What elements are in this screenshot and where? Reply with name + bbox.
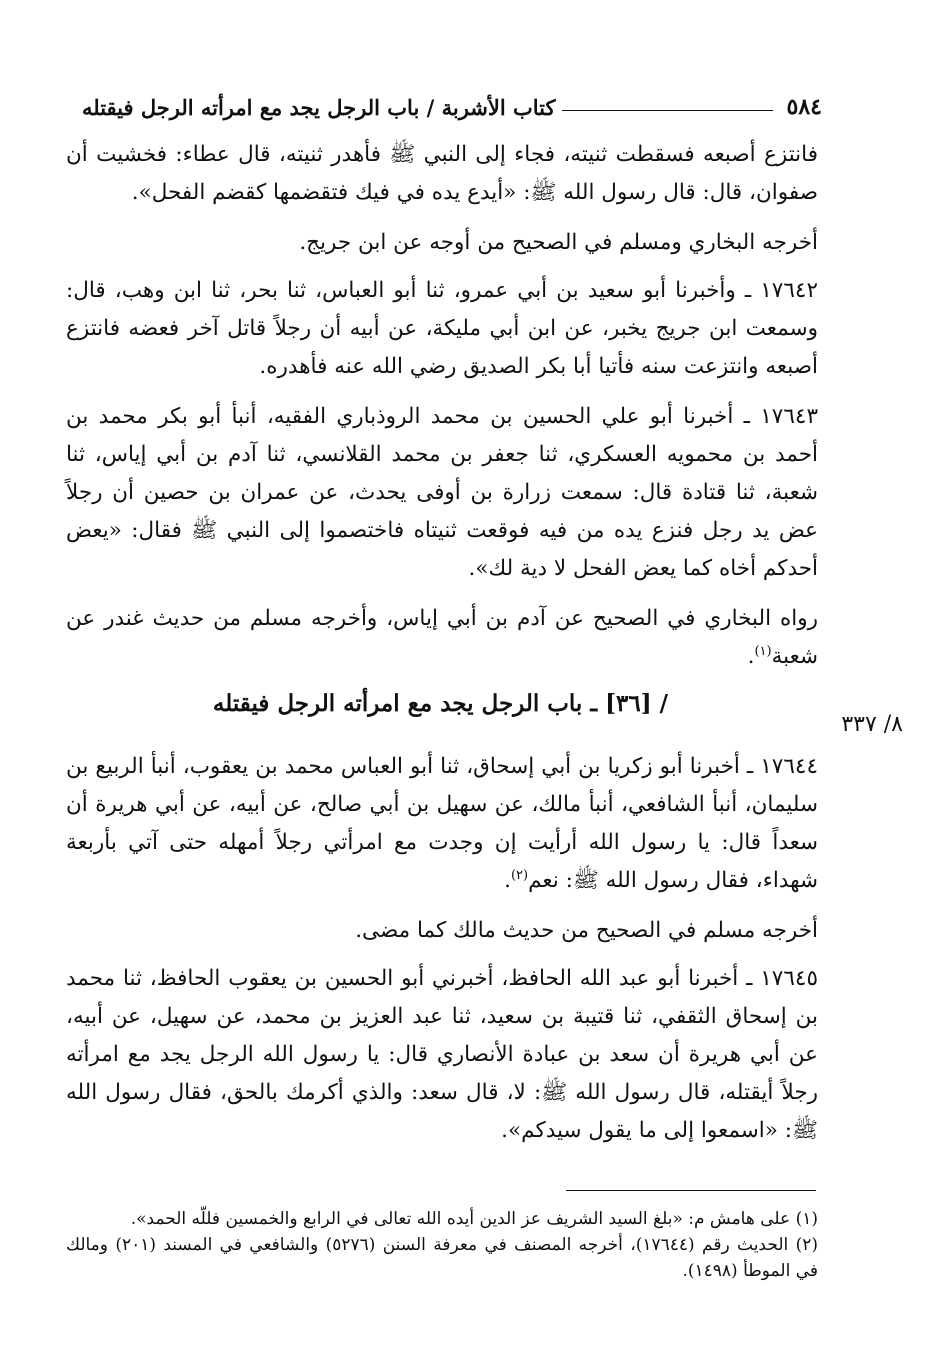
footnote-ref-1: (١): [754, 643, 772, 659]
chapter-heading: [66, 688, 818, 736]
hadith-17644: [66, 748, 818, 900]
footnotes: [66, 1206, 818, 1284]
main-text: [66, 136, 818, 1162]
header-title: كتاب الأشربة / باب الرجل يجد مع امرأته الرجل فيقتله: [82, 95, 556, 120]
takhrij-end: .: [747, 644, 755, 669]
margin-reference: ٨/ ٣٣٧: [841, 712, 903, 737]
takhrij-note-3: أخرجه مسلم في الصحيح من حديث مالك كما مضى.: [355, 918, 818, 943]
takhrij-text: رواه البخاري في الصحيح عن آدم بن أبي إياس، وأخرجه مسلم من حديث غندر عن شعبة: [66, 606, 818, 669]
hadith-17645: ١٧٦٤٥ ـ أخبرنا أبو عبد الله الحافظ، أخبرني أبو الحسين بن يعقوب الحافظ، ثنا محمد بن إسحاق الثقفي، ثنا قتيبة بن سعيد، ثنا عبد العزيز بن محمد، عن سهيل، عن أبيه، عن أبي هريرة أن سعد بن عبادة الأنصاري قال: يا رسول الله الرجل يجد مع امرأته رجلاً أيقتله، قال رسول الله ﷺ: لا، قال سعد: والذي أكرمك بالحق، فقال رسول الله ﷺ: «اسمعوا إلى ما يقول سيدكم».: [66, 966, 818, 1143]
footnote-ref-2: (٢): [510, 867, 529, 883]
takhrij-note: أخرجه البخاري ومسلم في الصحيح من أوجه عن ابن جريج.: [299, 230, 818, 255]
footnote-divider: [566, 1190, 816, 1191]
page-number: ٥٨٤: [786, 94, 822, 120]
hadith-text: ١٧٦٤٤ ـ أخبرنا أبو زكريا بن أبي إسحاق، ثنا أبو العباس محمد بن يعقوب، أنبأ الربيع بن سليمان، أنبأ الشافعي، أنبأ مالك، عن سهيل بن أبي صالح، عن أبيه، عن أبي هريرة أن سعداً قال: يا رسول الله أرأيت إن وجدت مع امرأتي رجلاً أمهله حتى آتي بأربعة شهداء، فقال رسول الله ﷺ: نعم: [66, 754, 818, 893]
chapter-title: / [٣٦] ـ باب الرجل يجد مع امرأته الرجل فيقتله: [212, 690, 668, 717]
running-header: [82, 86, 822, 120]
hadith-17643: ١٧٦٤٣ ـ أخبرنا أبو علي الحسين بن محمد الروذباري الفقيه، أنبأ أبو بكر محمد بن أحمد بن محمويه العسكري، ثنا جعفر بن محمد القلانسي، ثنا آدم بن أبي إياس، ثنا شعبة، ثنا قتادة قال: سمعت زرارة بن أوفى يحدث، عن عمران بن حصين أن رجلاً عض يد رجل فنزع يده من فيه فوقعت ثنيتاه فاختصموا إلى النبي ﷺ فقال: «يعض أحدكم أخاه كما يعض الفحل لا دية لك».: [66, 404, 818, 581]
paragraph-continuation: فانتزع أصبعه فسقطت ثنيته، فجاء إلى النبي ﷺ فأهدر ثنيته، قال عطاء: فخشيت أن صفوان، قال: قال رسول الله ﷺ: «أيدع يده في فيك فتقضمها كقضم الفحل».: [66, 142, 818, 205]
footnote-1: (١) على هامش م: «بلغ السيد الشريف عز الدين أيده الله تعالى في الرابع والخمسين فللّه الحمد».: [130, 1209, 818, 1229]
hadith-end: .: [504, 868, 511, 893]
footnote-2: (٢) الحديث رقم (١٧٦٤٤)، أخرجه المصنف في معرفة السنن (٥٢٧٦) والشافعي في المسند (٢٠١) ومالك في الموطأ (١٤٩٨).: [66, 1235, 818, 1281]
header-rule: [562, 110, 773, 111]
takhrij-note-2: [66, 600, 818, 676]
hadith-17642: ١٧٦٤٢ ـ وأخبرنا أبو سعيد بن أبي عمرو، ثنا أبو العباس، ثنا بحر، ثنا ابن وهب، قال: وسمعت ابن جريج يخبر، عن ابن أبي مليكة، عن أبيه أن رجلاً قاتل آخر فعضه فانتزع أصبعه وانتزعت سنه فأتيا أبا بكر الصديق رضي الله عنه فأهدره.: [66, 278, 818, 379]
